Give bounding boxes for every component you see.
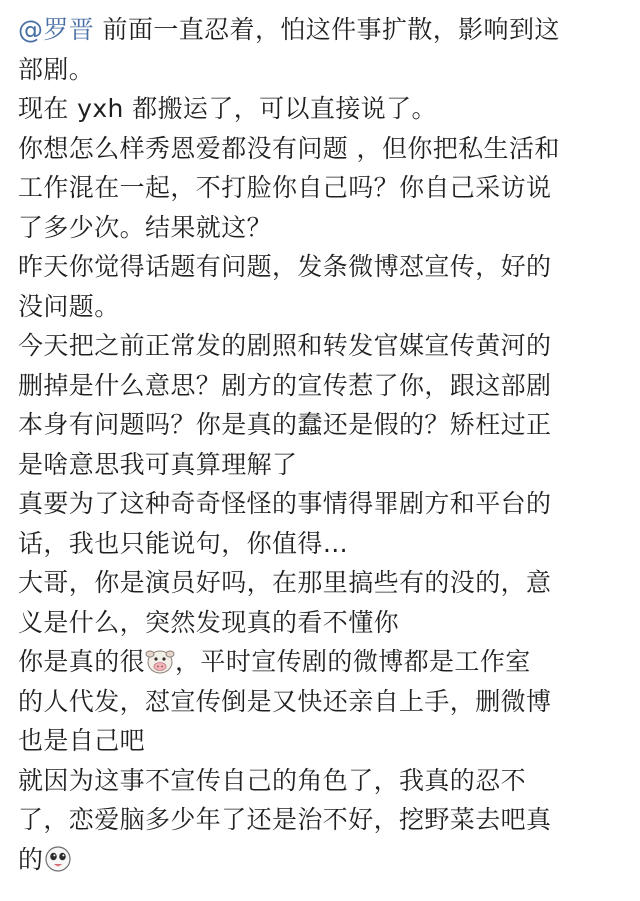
post-line-22 <box>18 840 622 880</box>
post-line-2: 部剧。 <box>18 54 95 84</box>
post-line-21: 了，恋爱脑多少年了还是治不好，挖野菜去吧真 <box>18 805 552 834</box>
post-line-18: 的人代发，怼宣传倒是又快还亲自上手，删微博 <box>18 686 552 716</box>
post-text: 你是真的很 <box>18 647 146 676</box>
post-line-17 <box>18 642 622 682</box>
post-line-1 <box>18 10 622 50</box>
post-line-19: 也是自己吧 <box>18 726 146 755</box>
post-text: 的 <box>18 844 44 874</box>
cow-face-icon <box>145 646 175 676</box>
post-line-9: 今天把之前正常发的剧照和转发官媒宣传黄河的 <box>18 331 552 360</box>
crying-face-icon <box>43 844 73 874</box>
post-line-11: 本身有问题吗？你是真的蠢还是假的？矫枉过正 <box>18 410 552 439</box>
post-line-16: 义是什么，突然发现真的看不懂你 <box>18 607 400 637</box>
post-line-5: 工作混在一起，不打脸你自己吗？你自己采访说 <box>18 173 552 202</box>
post-line-20: 就因为这事不宣传自己的角色了，我真的忍不 <box>18 765 527 795</box>
post-line-10: 删掉是什么意思？剧方的宣传惹了你，跟这部剧 <box>18 370 552 400</box>
post-line-7: 昨天你觉得话题有问题，发条微博怼宣传，好的 <box>18 252 552 281</box>
post-line-15: 大哥，你是演员好吗，在那里搞些有的没的，意 <box>18 568 552 597</box>
post-text: ，平时宣传剧的微博都是工作室 <box>175 647 531 676</box>
post-line-6: 了多少次。结果就这？ <box>18 212 273 242</box>
mention-link[interactable]: @罗晋 <box>18 15 95 44</box>
post-line-12: 是啥意思我可真算理解了 <box>18 449 298 479</box>
weibo-post-text <box>18 10 622 879</box>
post-line-3: 现在 yxh 都搬运了，可以直接说了。 <box>18 94 437 123</box>
post-line-8: 没问题。 <box>18 291 120 321</box>
post-line-14: 话，我也只能说句，你值得… <box>18 528 349 558</box>
post-line-13: 真要为了这种奇奇怪怪的事情得罪剧方和平台的 <box>18 489 552 518</box>
post-text: 前面一直忍着，怕这件事扩散，影响到这 <box>94 15 560 44</box>
post-line-4: 你想怎么样秀恩爱都没有问题 ，但你把私生活和 <box>18 133 560 163</box>
